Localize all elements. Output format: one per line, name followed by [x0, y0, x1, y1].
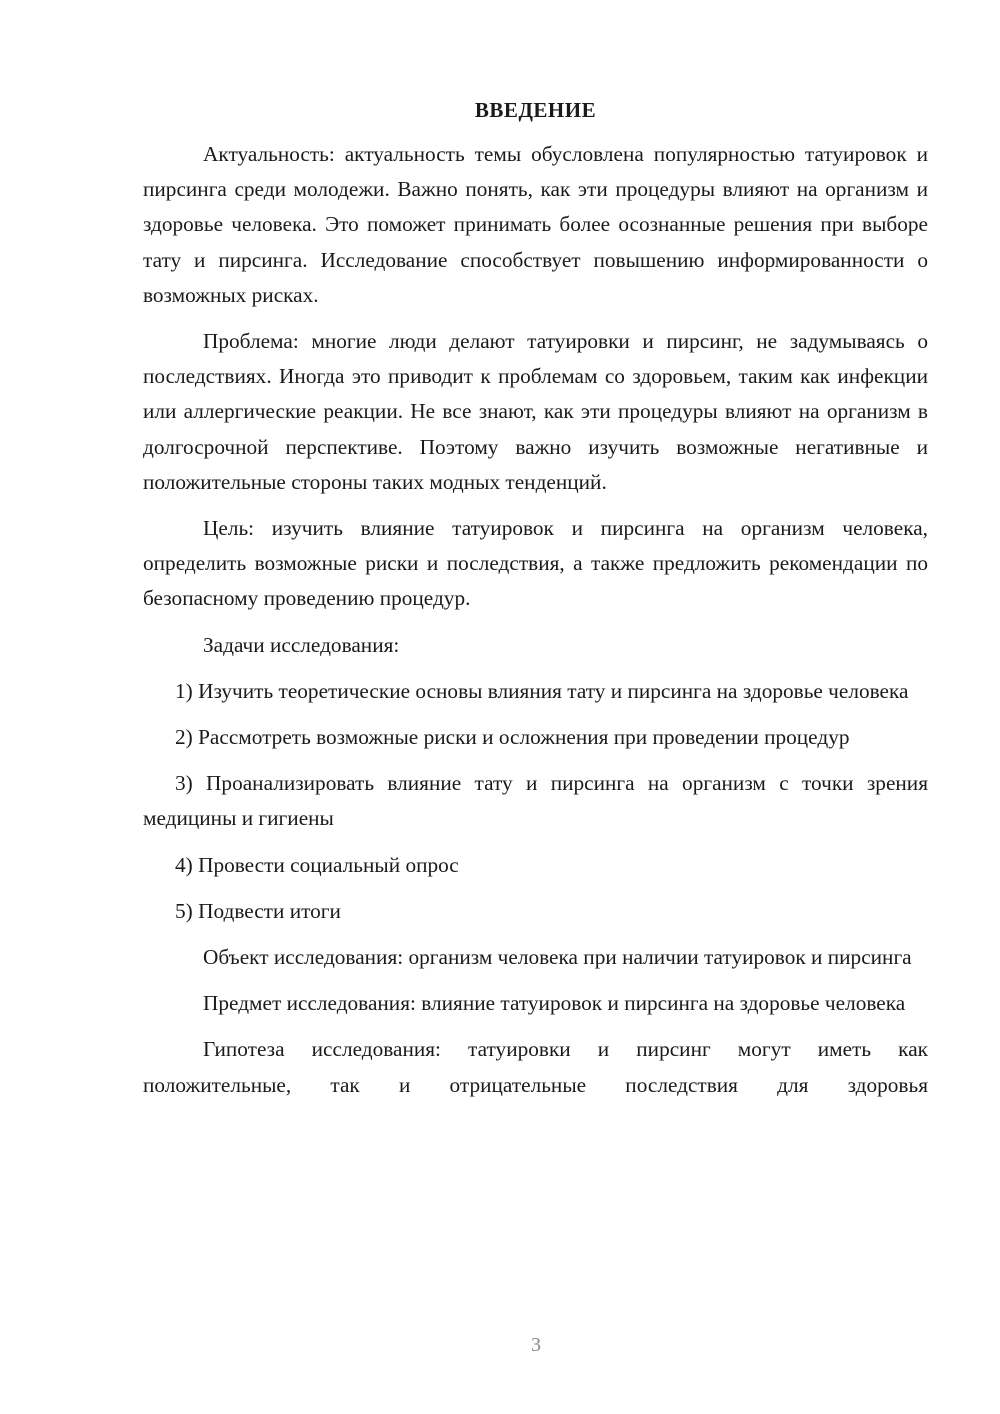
task-item-3: 3) Проанализировать влияние тату и пирсинга на организм с точки зрения медицины и гигиены	[143, 771, 928, 831]
task-item-1: 1) Изучить теоретические основы влияния тату и пирсинга на здоровье человека	[175, 678, 909, 703]
page-number: 3	[531, 1334, 541, 1356]
document-page	[143, 95, 928, 1114]
tasks-heading: Задачи исследования:	[203, 632, 400, 657]
task-item-2: 2) Рассмотреть возможные риски и осложнения при проведении процедур	[175, 725, 850, 750]
task-item-5: 5) Подвести итоги	[175, 898, 341, 923]
relevance-paragraph: Актуальность: актуальность темы обусловлена популярностью татуировок и пирсинга среди молодежи. Важно понять, как эти процедуры влияют на организм и здоровье человека. Это поможет принимать более осознанные решения при выборе тату и пирсинга. Исследование способствует повышению информированности о возможных рисках.	[143, 142, 928, 307]
object-paragraph: Объект исследования: организм человека при наличии татуировок и пирсинга	[203, 945, 912, 970]
subject-paragraph: Предмет исследования: влияние татуировок и пирсинга на здоровье человека	[203, 991, 906, 1016]
section-title: ВВЕДЕНИЕ	[474, 98, 597, 122]
goal-paragraph: Цель: изучить влияние татуировок и пирсинга на организм человека, определить возможные риски и последствия, а также предложить рекомендации по безопасному проведению процедур.	[143, 516, 928, 611]
hypothesis-paragraph: Гипотеза исследования: татуировки и пирсинг могут иметь как положительные, так и отрицательные последствия для здоровья	[143, 1037, 928, 1097]
task-item-4: 4) Провести социальный опрос	[175, 852, 459, 877]
problem-paragraph: Проблема: многие люди делают татуировки и пирсинг, не задумываясь о последствиях. Иногда это приводит к проблемам со здоровьем, таким как инфекции или аллергические реакции. Не все знают, как эти процедуры влияют на организм в долгосрочной перспективе. Поэтому важно изучить возможные негативные и положительные стороны таких модных тенденций.	[143, 329, 928, 494]
